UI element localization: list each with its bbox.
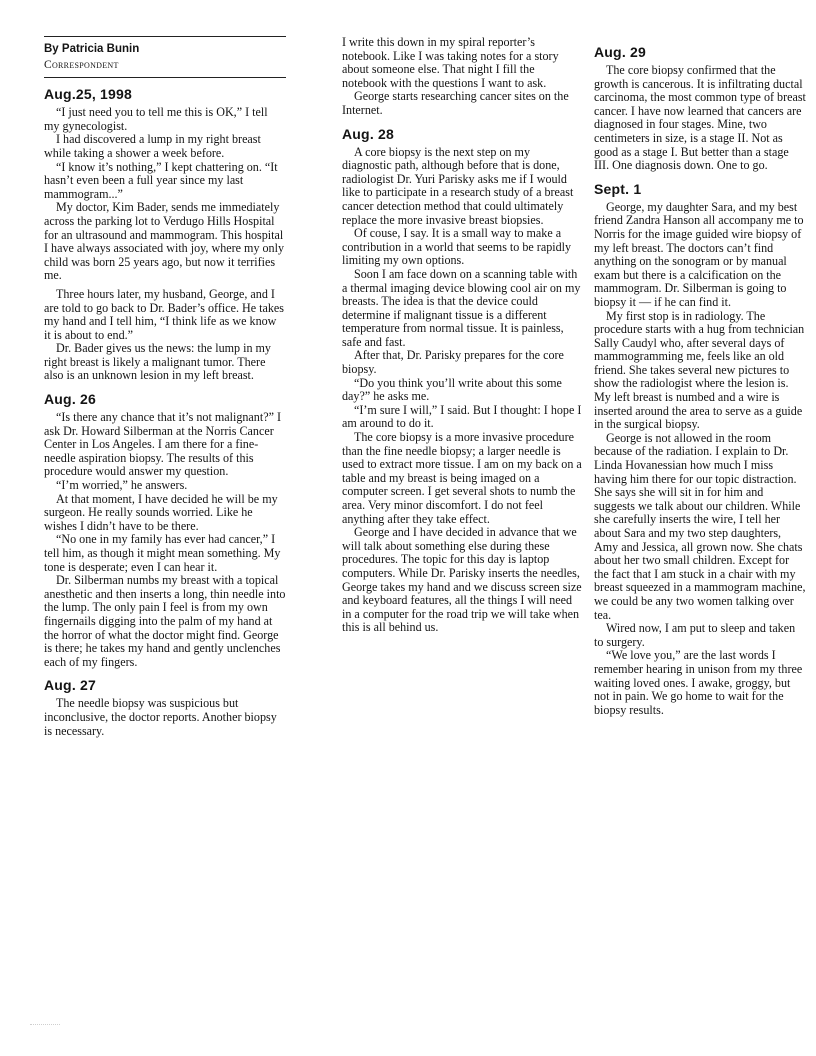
body-paragraph: “I just need you to tell me this is OK,” I tell my gynecologist. (44, 105, 268, 133)
page-footer-mark (30, 1024, 60, 1026)
body-paragraph: “No one in my family has ever had cancer,” I tell him, as though it might mean something. My tone is desperate; even I can hear it. (44, 532, 281, 574)
body-paragraph: George and I have decided in advance that we will talk about something else during these procedures. The topic for this day is laptop computers. While Dr. Parisky inserts the needles, George takes my hand and we discuss screen size and keyboard features, all the things I will need in a computer for the road trip we will take when this is all behind us. (342, 525, 582, 635)
date-heading: Aug. 27 (44, 677, 96, 694)
body-paragraph: “I’m worried,” he answers. (56, 478, 188, 493)
body-paragraph: Soon I am face down on a scanning table with a thermal imaging device blowing cool air on my breasts. The idea is that the device could determine if malignant tissue is a different temperature from normal tissue. It is painless, safe and fast. (342, 266, 581, 349)
body-paragraph: Of couse, I say. It is a small way to make a contribution in a world that seems to be rapidly limiting my own options. (342, 226, 572, 268)
body-paragraph: The core biopsy confirmed that the growth is cancerous. It is infiltrating ductal carcinoma, the most common type of breast cancer. I have now learned that cancers are diagnosed in four stages. Mine, two centimeters in size, is a stage II. Not as good as a stage I. But better than a stage III. One diagnosis down. One to go. (594, 63, 806, 173)
article-section (594, 44, 806, 173)
body-paragraph: Wired now, I am put to sleep and taken to surgery. (594, 621, 796, 649)
body-paragraph: At that moment, I have decided he will be my surgeon. He really sounds worried. Like he wishes I didn’t have to be there. (44, 491, 278, 533)
body-paragraph: Three hours later, my husband, George, and I are told to go back to Dr. Bader’s office. He takes my hand and I tell him, “I think life as we know it is about to end.” (44, 286, 285, 342)
body-paragraph: “Is there any chance that it’s not malignant?” I ask Dr. Howard Silberman at the Norris Cancer Center in Los Angeles. I am there for a fine-needle aspiration biopsy. The results of this procedure would answer my question. (44, 410, 281, 479)
article-section (342, 126, 582, 635)
column-1 (44, 36, 286, 738)
article-section (342, 36, 582, 118)
body-paragraph: George, my daughter Sara, and my best friend Zandra Hanson all accompany me to Norris for the image guided wire biopsy of my left breast. The doctors can’t find anything on the sonogram or by manual exam but there is a calcification on the mammogram. Dr. Silberman is going to biopsy it — if he can find it. (594, 199, 804, 309)
date-heading: Aug.25, 1998 (44, 86, 132, 103)
body-paragraph: A core biopsy is the next step on my diagnostic path, although before that is done, radiologist Dr. Yuri Parisky asks me if I would like to participate in a research study of a breast cancer detection method that could ultimately replace the more invasive breast biopsies. (342, 144, 574, 227)
article-section (44, 677, 286, 738)
body-paragraph: After that, Dr. Parisky prepares for the core biopsy. (342, 348, 564, 377)
body-paragraph: “I’m sure I will,” I said. But I thought: I hope I am around to do it. (342, 402, 582, 431)
column-3 (594, 36, 806, 717)
body-paragraph: “I know it’s nothing,” I kept chattering on. “It hasn’t even been a full year since my last mammogram...” (44, 159, 278, 201)
article-section (44, 391, 286, 669)
body-paragraph: My doctor, Kim Bader, sends me immediately across the parking lot to Verdugo Hills Hospital for an ultrasound and mammogram. This hospital I have always associated with joy, where my only child was born 25 years ago, but now it terrifies me. (44, 200, 285, 283)
body-paragraph: George starts researching cancer sites on the Internet. (342, 89, 569, 117)
byline-author: By Patricia Bunin (44, 36, 286, 57)
body-paragraph: “We love you,” are the last words I remember hearing in unison from my three waiting loved ones. I awake, groggy, but not in pain. We go home to wait for the biopsy results. (594, 648, 803, 717)
date-heading: Aug. 28 (342, 125, 394, 142)
article-section (44, 86, 286, 383)
column-2 (342, 36, 582, 635)
body-paragraph: Dr. Silberman numbs my breast with a topical anesthetic and then inserts a long, thin needle into the lump. The only pain I feel is from my own fingernails digging into the palm of my hand at the horror of what the doctor might find. George is there; he takes my hand and gently unclenches each of my fingers. (44, 573, 286, 669)
body-paragraph: The needle biopsy was suspicious but inconclusive, the doctor reports. Another biopsy is necessary. (44, 696, 277, 738)
body-paragraph: My first stop is in radiology. The procedure starts with a hug from technician Sally Caudyl who, after several days of mammogramming me, feels like an old friend. She takes several new pictures to show the radiologist where the lesion is. My left breast is numbed and a wire is inserted around the area to serve as a guide in the surgical biopsy. (594, 308, 805, 432)
body-paragraph: I write this down in my spiral reporter’s notebook. Like I was taking notes for a story about someone else. That night I fill the notebook with the questions I want to ask. (342, 35, 559, 90)
date-heading: Aug. 26 (44, 391, 96, 408)
date-heading: Aug. 29 (594, 44, 646, 60)
body-paragraph: “Do you think you’ll write about this some day?” he asks me. (342, 375, 562, 404)
date-heading: Sept. 1 (594, 180, 642, 197)
body-paragraph: Dr. Bader gives us the news: the lump in my right breast is likely a malignant tumor. There also is an unknown lesion in my left breast. (44, 341, 271, 383)
body-paragraph: George is not allowed in the room because of the radiation. I explain to Dr. Linda Hovanessian how much I miss having him there for our topic distraction. She says she will sit in for him and suggests we talk about our children. While she carefully inserts the wire, I tell her about Sara and my two step daughters, Amy and Jessica, all grown now. She chats about her two small children. Except for the fact that I am stuck in a chair with my breast squeezed in a mammogram machine, we could be any two women talking over tea. (594, 430, 806, 622)
byline-role: Correspondent (44, 57, 286, 79)
body-paragraph: The core biopsy is a more invasive procedure than the fine needle biopsy; a larger needle is used to extract more tissue. I am on my back on a table and my breast is being imaged on a computer screen. I get several shots to numb the area. Very minor discomfort. I do not feel anything after they take effect. (342, 430, 582, 526)
article-section (594, 181, 806, 718)
body-paragraph: I had discovered a lump in my right breast while taking a shower a week before. (44, 132, 261, 160)
